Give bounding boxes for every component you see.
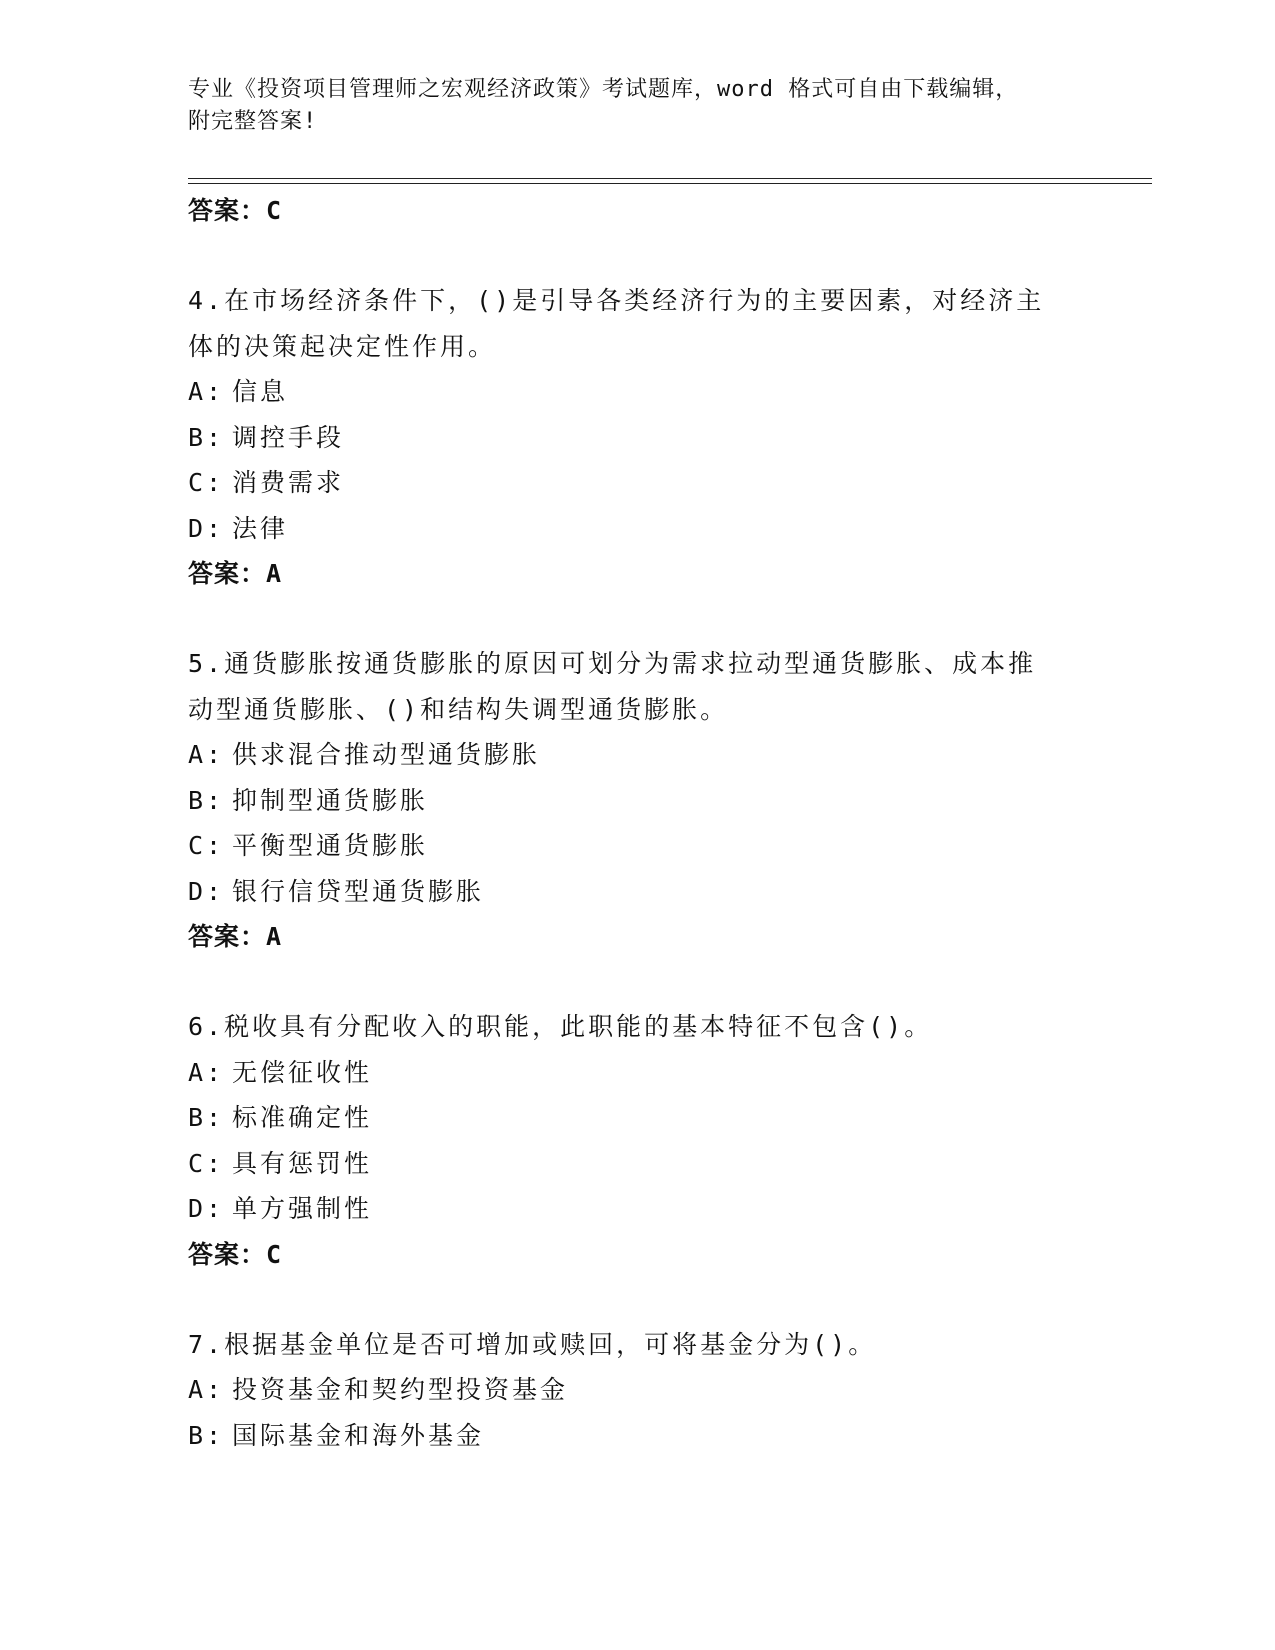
question-list	[188, 188, 1068, 1458]
document-header	[188, 74, 1088, 138]
option-label: C:	[188, 468, 225, 497]
option-b	[188, 1095, 1068, 1141]
option-c	[188, 460, 1068, 506]
option-c	[188, 823, 1068, 869]
header-line-2: 附完整答案!	[188, 109, 318, 134]
option-label: B:	[188, 1103, 225, 1132]
option-b	[188, 778, 1068, 824]
stem-line: 5.通货膨胀按通货膨胀的原因可划分为需求拉动型通货膨胀、成本推	[188, 649, 1037, 678]
header-line-1: 专业《投资项目管理师之宏观经济政策》考试题库，word 格式可自由下载编辑，	[188, 77, 1019, 102]
option-a	[188, 1367, 1068, 1413]
option-label: B:	[188, 785, 225, 815]
option-text: 投资基金和契约型投资基金	[232, 1375, 569, 1404]
question-stem	[188, 1322, 1068, 1368]
option-text: 具有惩罚性	[232, 1148, 373, 1178]
option-label: C:	[188, 1148, 225, 1178]
option-d	[188, 869, 1068, 915]
option-d	[188, 1186, 1068, 1232]
answer-line: 答案：C	[188, 196, 283, 225]
option-text: 无偿征收性	[232, 1057, 373, 1087]
option-text: 国际基金和海外基金	[232, 1420, 485, 1450]
stem-line: 4.在市场经济条件下，()是引导各类经济行为的主要因素，对经济主	[188, 286, 1045, 315]
option-label: D:	[188, 513, 225, 543]
option-label: D:	[188, 1194, 225, 1223]
option-label: A:	[188, 1375, 225, 1404]
option-label: A:	[188, 1057, 225, 1087]
option-d	[188, 506, 1068, 552]
option-text: 抑制型通货膨胀	[232, 785, 429, 815]
option-text: 供求混合推动型通货膨胀	[232, 740, 541, 769]
header-divider-bottom	[188, 183, 1152, 184]
stem-line: 体的决策起决定性作用。	[188, 331, 497, 361]
stem-line: 6.税收具有分配收入的职能，此职能的基本特征不包含()。	[188, 1012, 933, 1041]
answer-line: 答案：A	[188, 922, 283, 951]
option-b	[188, 415, 1068, 461]
option-c	[188, 1141, 1068, 1187]
option-text: 信息	[232, 377, 289, 406]
option-text: 调控手段	[232, 422, 345, 452]
answer-line: 答案：C	[188, 1239, 283, 1269]
option-b	[188, 1413, 1068, 1459]
option-text: 银行信贷型通货膨胀	[232, 876, 485, 906]
option-a	[188, 732, 1068, 778]
option-label: D:	[188, 876, 225, 906]
question-5	[188, 641, 1068, 960]
question-stem	[188, 278, 1068, 369]
option-label: A:	[188, 377, 225, 406]
option-label: C:	[188, 831, 225, 860]
question-stem	[188, 1004, 1068, 1050]
option-a	[188, 1050, 1068, 1096]
stem-line: 动型通货膨胀、()和结构失调型通货膨胀。	[188, 694, 729, 724]
header-divider-top	[188, 178, 1152, 179]
option-text: 标准确定性	[232, 1103, 373, 1132]
question-7	[188, 1322, 1068, 1459]
option-label: B:	[188, 422, 225, 452]
question-4	[188, 278, 1068, 597]
question-6	[188, 1004, 1068, 1278]
answer-line: 答案：A	[188, 559, 283, 588]
option-label: B:	[188, 1420, 225, 1450]
option-text: 消费需求	[232, 468, 345, 497]
option-text: 平衡型通货膨胀	[232, 831, 429, 860]
stem-line: 7.根据基金单位是否可增加或赎回，可将基金分为()。	[188, 1329, 877, 1359]
option-text: 单方强制性	[232, 1194, 373, 1223]
question-stem	[188, 641, 1068, 732]
option-text: 法律	[232, 513, 289, 543]
option-label: A:	[188, 740, 225, 769]
option-a	[188, 369, 1068, 415]
